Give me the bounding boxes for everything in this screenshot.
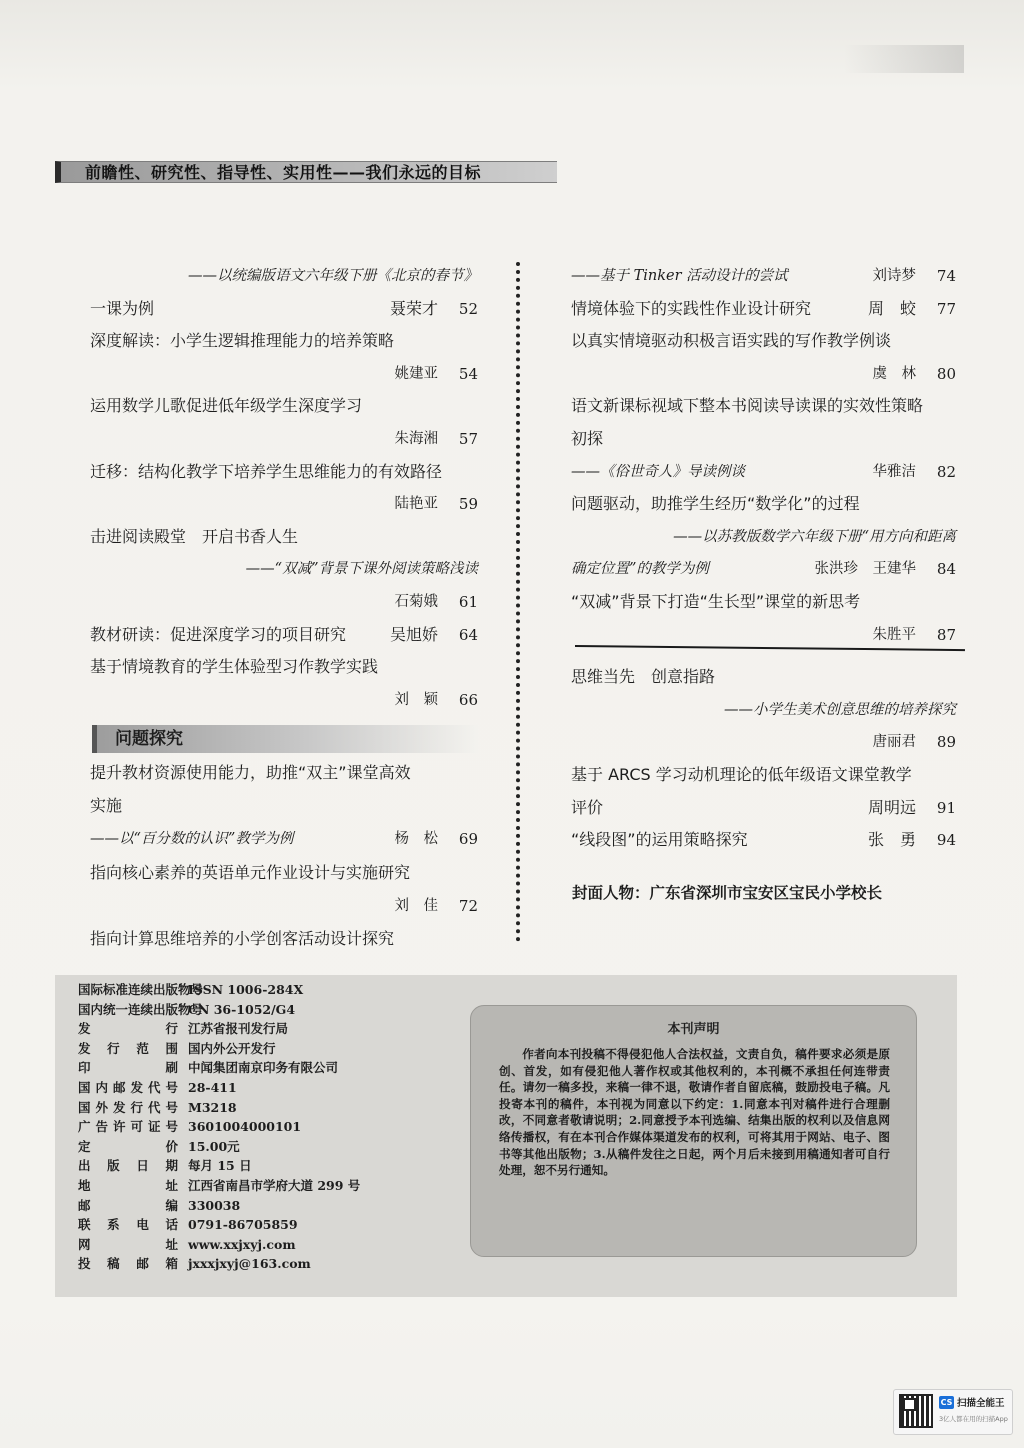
camscanner-logo-icon: CS [940,1398,953,1407]
toc-author: 吴旭娇 [389,624,438,644]
publication-info-value: 江苏省报刊发行局 [188,1021,289,1037]
toc-title: 基于情境教育的学生体验型习作教学实践 [90,657,379,677]
publication-info-label: 国外发行代号 [78,1099,178,1115]
toc-line [90,823,478,855]
toc-title: 初探 [571,429,604,448]
toc-line [90,456,478,488]
scanner-watermark [893,1389,1013,1435]
toc-author: 刘 颖 [394,691,438,708]
scanner-tagline: 3亿人都在用的扫描App [939,1415,1008,1423]
toc-author: 周明远 [867,797,916,817]
toc-line [571,792,956,824]
publication-info-label: 出版日期 [78,1158,178,1174]
toc-title: 一课为例 [90,298,155,318]
toc-page-number: 91 [936,798,956,817]
toc-line [90,390,478,422]
toc-page-number: 74 [936,267,956,285]
toc-author: 朱胜平 [872,626,916,643]
publication-info-label: 发 行 范 围 [78,1040,178,1056]
toc-title: 思维当先 创意指路 [571,667,716,687]
toc-page-number: 89 [936,733,956,752]
publication-info-label: 广告许可证号 [78,1119,178,1135]
toc-line [571,553,956,585]
toc-author: 姚建亚 [394,365,438,382]
motto-banner [55,161,557,183]
publication-info-label: 国际标准连续出版物号 [78,982,204,997]
qr-code-icon [899,1394,933,1428]
toc-subtitle: ——基于 Tinker 活动设计的尝试 [571,268,788,284]
publication-info-value: 江西省南昌市学府大道 299 号 [188,1178,361,1193]
toc-page-number: 54 [458,364,478,383]
toc-subtitle: ——以“百分数的认识”教学为例 [90,831,294,848]
toc-line [571,390,956,422]
toc-title: 教材研读：促进深度学习的项目研究 [90,624,347,644]
toc-author: 杨 松 [394,831,438,848]
toc-page-number: 94 [936,831,956,850]
toc-author: 聂荣才 [389,298,438,318]
toc-line [90,423,478,455]
toc-line [571,358,956,390]
publication-info-value: 28-411 [188,1080,237,1095]
toc-title: “线段图”的运用策略探究 [571,830,748,850]
toc-title: “双减”背景下打造“生长型”课堂的新思考 [571,592,861,611]
publication-info-value: M3218 [188,1099,237,1115]
publication-info-label: 邮 编 [78,1197,178,1213]
section-header-label: 问题探究 [115,729,183,749]
toc-subtitle: ——小学生美术创意思维的培养探究 [724,701,956,718]
toc-subtitle: 确定位置”的教学为例 [571,561,709,578]
toc-line [90,325,478,357]
toc-line [571,488,956,520]
toc-subtitle: ——《俗世奇人》导读例谈 [571,463,745,480]
toc-title: 指向计算思维培养的小学创客活动设计探究 [90,929,395,948]
notice-title: 本刊声明 [667,1022,720,1037]
toc-title: 深度解读：小学生逻辑推理能力的培养策略 [90,331,395,351]
publication-info-label: 发 行 [78,1021,178,1037]
toc-title: 评价 [571,797,604,817]
toc-line [571,260,956,292]
toc-line [571,694,956,726]
publication-info-value: CN 36-1052/G4 [188,1001,296,1017]
notice-box [470,1005,917,1257]
toc-author: 朱海湘 [394,431,438,447]
publication-info-label: 联系电话 [78,1217,178,1233]
toc-title: 击进阅读殿堂 开启书香人生 [90,526,299,546]
publication-info-label: 国内统一连续出版物号 [78,1001,204,1017]
toc-page-number: 59 [458,495,478,514]
toc-page-number: 84 [936,560,956,579]
toc-title: 以真实情境驱动积极言语实践的写作教学例谈 [571,331,892,351]
toc-line [90,619,478,651]
toc-title: 语文新课标视域下整本书阅读导读课的实效性策略 [571,396,924,416]
toc-page-number: 57 [458,430,478,448]
toc-line [571,456,956,488]
publication-info-value: 15.00元 [188,1138,240,1154]
toc-title: 情境体验下的实践性作业设计研究 [571,298,812,318]
section-header [92,725,478,753]
toc-line [571,423,956,455]
toc-title: 指向核心素养的英语单元作业设计与实施研究 [90,862,411,882]
toc-line [571,661,956,693]
toc-author: 周 蛟 [867,298,916,318]
toc-author: 刘诗梦 [872,268,916,284]
publication-info-value: 每月 15 日 [188,1158,252,1174]
publication-info-value: www.xxjxyj.com [188,1236,296,1252]
toc-subtitle: ——以统编版语文六年级下册《北京的春节》 [188,268,478,284]
publication-info-value: 中闻集团南京印务有限公司 [188,1060,339,1076]
toc-line [90,260,478,292]
publication-info-value: 3601004000101 [188,1119,302,1135]
publication-info-label: 定 价 [78,1138,178,1154]
toc-title: 迁移：结构化教学下培养学生思维能力的有效路径 [90,461,443,481]
toc-subtitle: ——以苏教版数学六年级下册“用方向和距离 [673,528,956,545]
scan-shadow [844,45,964,73]
toc-line [90,293,478,325]
toc-title: 实施 [90,796,123,816]
scanner-app-name: 扫描全能王 [957,1398,1005,1409]
toc-subtitle: ——“双减”背景下课外阅读策略浅读 [245,561,478,578]
toc-line [90,890,478,922]
toc-title: 提升教材资源使用能力，助推“双主”课堂高效 [90,763,411,782]
toc-page-number: 64 [458,625,478,644]
column-divider [516,262,520,942]
toc-line [90,358,478,390]
toc-line [90,684,478,716]
toc-line [90,586,478,618]
toc-line [571,586,956,618]
toc-author: 虞 林 [872,365,916,382]
toc-line [90,488,478,520]
publication-info-label: 地 址 [78,1178,178,1193]
toc-line [571,521,956,553]
publication-info-value: 330038 [188,1197,241,1213]
publication-info-value: jxxxjxyj@163.com [188,1256,311,1272]
publication-info-label: 国内邮发代号 [78,1080,178,1095]
toc-line [571,325,956,357]
publication-info-label: 网 址 [78,1236,178,1252]
publication-info-value: 国内外公开发行 [188,1040,276,1056]
toc-line [90,790,478,822]
toc-title: 基于 ARCS 学习动机理论的低年级语文课堂教学 [571,765,912,784]
toc-line [90,757,478,789]
toc-line [571,726,956,758]
toc-title: 问题驱动，助推学生经历“数学化”的过程 [571,494,860,514]
toc-line [90,651,478,683]
toc-author: 刘 佳 [394,897,438,914]
toc-author: 唐丽君 [872,734,916,751]
toc-author: 张洪珍 王建华 [814,561,916,578]
toc-author: 华雅洁 [872,463,916,480]
publication-info-value: 0791-86705859 [188,1217,298,1233]
publication-info-label: 投稿邮箱 [78,1256,178,1272]
toc-line [571,293,956,325]
toc-page-number: 52 [458,299,478,318]
toc-line [90,923,478,955]
motto-text: 前瞻性、研究性、指导性、实用性——我们永远的目标 [85,163,482,182]
toc-page-number: 80 [936,364,956,383]
toc-page-number: 87 [936,625,956,644]
toc-page-number: 69 [458,830,478,849]
notice-body: 作者向本刊投稿不得侵犯他人合法权益，文责自负，稿件要求必须是原创、首发，如有侵犯他人著作权或其他权利的，本刊概不承担任何连带责任。请勿一稿多投，来稿一律不退，敬请作者自留底稿，鼓励投电子稿。凡投寄本刊的稿件，本刊视为同意以下约定：1.同意本刊对稿件进行合理删改，不同意者敬请说明；2.同意授予本刊选编、结集出版的权利以及信息网络传播权，有在本刊合作媒体渠道发布的权利，可将其用于网站、电子、图书等其他出版物；3.从稿件发往之日起，两个月后未接到用稿通知者可自行处理，恕不另行通知。 [499,1047,890,1178]
toc-page-number: 72 [458,896,478,915]
toc-author: 陆艳亚 [394,496,438,513]
toc-line [90,521,478,553]
toc-line [571,824,956,856]
toc-line [571,759,956,791]
toc-page-number: 61 [458,593,478,611]
cover-person-line: 封面人物：广东省深圳市宝安区宝民小学校长 [572,884,883,902]
publication-info-value: ISSN 1006-284X [188,982,304,997]
toc-title: 运用数学儿歌促进低年级学生深度学习 [90,396,363,416]
toc-author: 石菊娥 [394,594,438,610]
toc-author: 张 勇 [867,830,916,850]
toc-page-number: 66 [458,690,478,709]
toc-line [90,553,478,585]
toc-line [90,857,478,889]
toc-page-number: 77 [936,299,956,318]
publication-info-label: 印 刷 [78,1060,178,1076]
toc-page-number: 82 [936,462,956,481]
